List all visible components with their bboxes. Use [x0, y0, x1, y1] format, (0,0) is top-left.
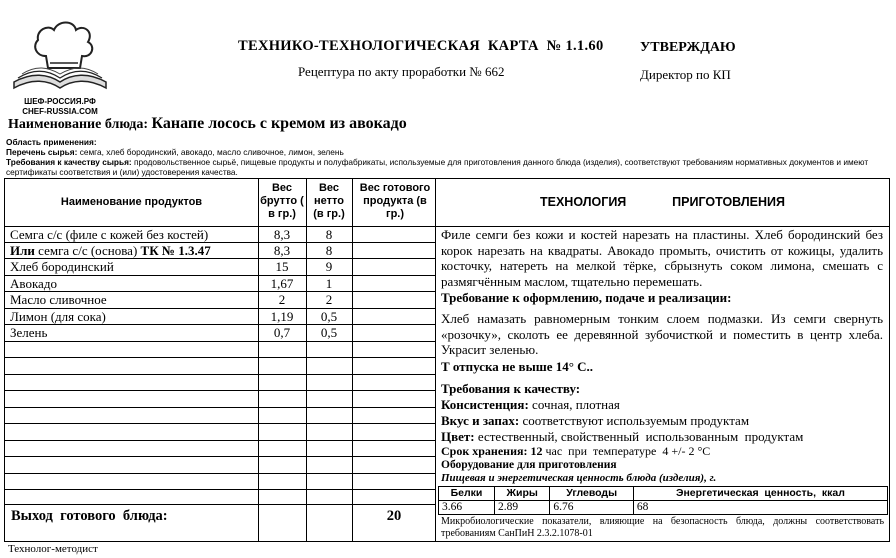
header-product-name: Наименование продуктов: [60, 196, 203, 208]
application-area: [6, 137, 97, 147]
consistency-value: сочная, плотная: [528, 397, 620, 412]
storage-label: Срок хранения: 12: [441, 444, 543, 458]
taste: [441, 413, 883, 429]
approve-label: УТВЕРЖДАЮ: [640, 40, 736, 55]
document-title: ТЕХНИКО-ТЕХНОЛОГИЧЕСКАЯ КАРТА № 1.1.60: [238, 38, 604, 54]
dish-title: Канапе лосось с кремом из авокадо: [151, 115, 407, 132]
dish-name: [8, 115, 407, 133]
table-row-net: 0,5: [320, 325, 338, 340]
table-row-gross: 2: [278, 292, 286, 307]
table-row-gross: 8,3: [273, 227, 291, 242]
yield-label: Выход готового блюда:: [11, 508, 168, 524]
nutrition-value: 6.76: [550, 501, 634, 515]
taste-label: Вкус и запах:: [441, 413, 520, 428]
table-row-net: 9: [325, 259, 333, 274]
area-label: Область применения:: [6, 137, 97, 147]
logo-text-en: CHEF-RUSSIA.COM: [22, 107, 98, 116]
color-label: Цвет:: [441, 429, 475, 444]
quality-title: Требования к качеству:: [441, 381, 581, 396]
table-row-net: 1: [325, 276, 333, 291]
consistency: [441, 397, 883, 413]
serving-temperature: Т отпуска не выше 14° С..: [441, 359, 594, 374]
preparation-text: Филе семги без кожи и костей нарезать на пластины. Хлеб бородинский без корок нарезать на квадраты. Авокадо промыть, очистить от кожицы, удалить косточку, натереть на мелкой тёрке, сбрызнуть соком лимона, смешать с размягчённым маслом, тщательно перемешать.: [441, 227, 883, 289]
technology-title: ТЕХНОЛОГИЯ ПРИГОТОВЛЕНИЯ: [539, 195, 785, 209]
nutrition-header: Жиры: [495, 487, 550, 501]
consistency-label: Консистенция:: [441, 397, 529, 412]
table-row-gross: 1,19: [270, 309, 294, 324]
recipe-act: Рецептура по акту проработки № 662: [298, 64, 505, 79]
table-row-net: 0,5: [320, 309, 338, 324]
yield-value: 20: [386, 508, 402, 524]
raw-requirements: [6, 157, 876, 178]
tk-ref: ТК № 1.3.47: [140, 243, 211, 258]
raw-text: семга, хлеб бородинский, авокадо, масло сливочное, лимон, зелень: [79, 147, 344, 157]
req-text: продовольственное сырьё, пищевые продукты и полуфабрикаты, используемые для приготовления данного блюда (изделия), соответствуют требованиям нормативных документов и имеют сертификаты соответствия и (или) удостоверения качества.: [6, 157, 869, 178]
table-row-name: Зелень: [10, 325, 48, 340]
microbiology-text: Микробиологические показатели, влияющие на безопасность блюда, должны соответствовать требованиям СанПиН 2.3.2.1078-01: [441, 516, 884, 539]
raw-materials: [6, 147, 344, 157]
dish-label: Наименование блюда:: [8, 117, 148, 132]
header-net: Вес нетто (в гр.): [313, 182, 345, 220]
nutrition-title: Пищевая и энергетическая ценность блюда (изделия), г.: [441, 472, 717, 484]
technologist-label: Технолог-методист: [8, 543, 98, 555]
decor-title: Требование к оформлению, подаче и реализации:: [441, 290, 732, 305]
color-value: естественный, свойственный использованным продуктам: [474, 429, 804, 444]
equipment-title: Оборудование для приготовления: [441, 459, 617, 471]
color: [441, 429, 883, 445]
nutrition-value: 3.66: [439, 501, 495, 515]
table-row-net: 2: [325, 292, 333, 307]
table-row-name: [10, 243, 211, 259]
ingredients-table: [4, 178, 436, 542]
nutrition-table: [438, 486, 888, 515]
or-label: Или: [10, 243, 35, 258]
chef-logo: [8, 16, 112, 116]
director-label: Директор по КП: [640, 67, 731, 82]
nutrition-value: 2.89: [495, 501, 550, 515]
technology-section: [436, 178, 890, 542]
nutrition-header: Белки: [439, 487, 495, 501]
nutrition-header: Углеводы: [550, 487, 634, 501]
table-row-name: Масло сливочное: [10, 292, 107, 307]
raw-label: Перечень сырья:: [6, 147, 78, 157]
req-label: Требования к качеству сырья:: [6, 157, 132, 167]
serving-text: Хлеб намазать равномерным тонким слоем подмазки. Из семги свернуть «розочку», сколоть ее деревянной зубочисткой и поместить в центр хлеба. Украсит зеленью.: [441, 311, 883, 357]
logo-text-ru: ШЕФ-РОССИЯ.РФ: [24, 97, 96, 106]
table-row-net: 8: [325, 243, 333, 258]
taste-value: соответствуют используемым продуктам: [519, 413, 750, 428]
table-row-name: Семга с/с (филе с кожей без костей): [10, 227, 209, 242]
alt-name: семга с/с (основа): [34, 243, 141, 258]
table-row-gross: 1,67: [270, 276, 294, 291]
table-row-net: 8: [325, 227, 333, 242]
table-row-gross: 0,7: [273, 325, 291, 340]
header-gross: Вес брутто ( в гр.): [260, 182, 304, 220]
chef-hat-book-icon: [8, 16, 112, 92]
table-row-name: Хлеб бородинский: [10, 259, 114, 274]
nutrition-header: Энергетическая ценность, ккал: [633, 487, 887, 501]
table-row-gross: 15: [275, 259, 289, 274]
table-row-gross: 8,3: [273, 243, 291, 258]
header-ready: Вес готового продукта (в гр.): [359, 182, 431, 220]
table-row-name: Лимон (для сока): [10, 309, 106, 324]
nutrition-value: 68: [633, 501, 887, 515]
table-row-name: Авокадо: [10, 276, 57, 291]
storage-value: час при температуре 4 +/- 2 °С: [542, 444, 711, 458]
